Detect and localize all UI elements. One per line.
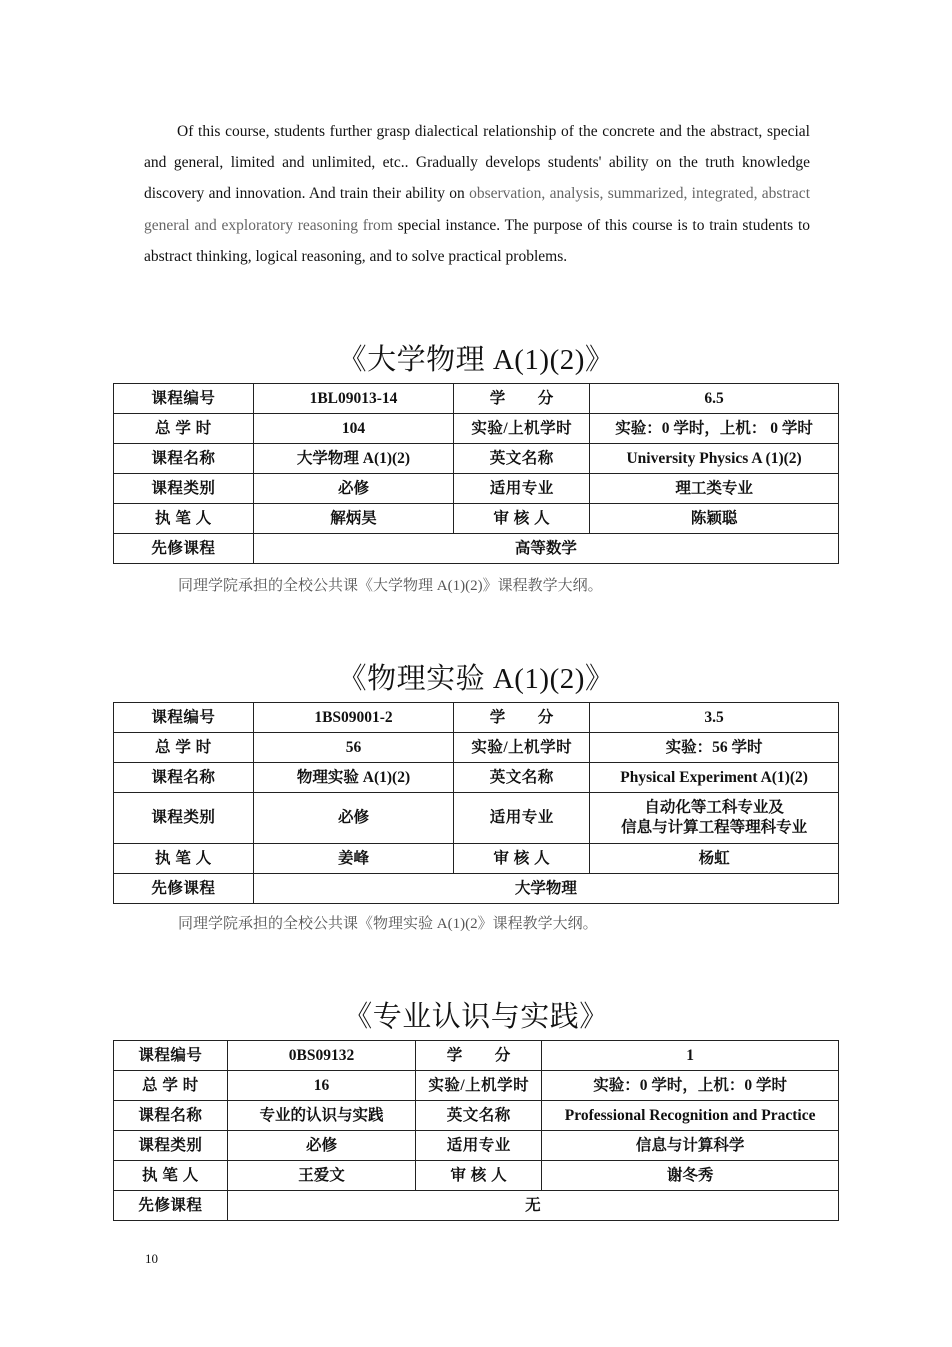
- course-code-value: 1BS09001-2: [253, 703, 454, 733]
- table-row: [114, 384, 839, 414]
- lab-hours-value: 实验：0 学时，上机：0 学时: [542, 1071, 839, 1101]
- prerequisite-value: 高等数学: [253, 534, 838, 564]
- total-hours-label: 总 学 时: [114, 414, 254, 444]
- table-row: [114, 504, 839, 534]
- english-name-value: Physical Experiment A(1)(2): [590, 763, 839, 793]
- table-row: [114, 1101, 839, 1131]
- credit-label: 学 分: [454, 703, 590, 733]
- course-code-label: 课程编号: [114, 384, 254, 414]
- table-row: [114, 763, 839, 793]
- intro-text-part3: special instance. The purpose of this course is to train students to abstract thinking, logical reasoning, and to solve practical problems.: [144, 216, 810, 265]
- course-code-label: 课程编号: [114, 703, 254, 733]
- lab-hours-value: 实验：56 学时: [590, 733, 839, 763]
- course-3-table: [113, 1040, 839, 1221]
- major-label: 适用专业: [454, 474, 590, 504]
- course-type-value: 必修: [253, 474, 454, 504]
- major-value: 理工类专业: [590, 474, 839, 504]
- course-name-value: 专业的认识与实践: [227, 1101, 416, 1131]
- english-name-label: 英文名称: [416, 1101, 542, 1131]
- table-row: [114, 1041, 839, 1071]
- table-row: [114, 733, 839, 763]
- intro-text-part1: Of this course, students further grasp dialectical relationship of the concrete and the abstract, special and general, limited and unlimited, etc.. Gradually develops students' ability on the truth knowledge discovery and innovation. And train their ability on: [144, 123, 810, 203]
- course-code-label: 课程编号: [114, 1041, 228, 1071]
- author-value: 王爱文: [227, 1161, 416, 1191]
- author-value: 姜峰: [253, 844, 454, 874]
- credit-value: 6.5: [590, 384, 839, 414]
- table-row: [114, 444, 839, 474]
- table-row: [114, 474, 839, 504]
- prerequisite-value: 大学物理: [253, 874, 838, 904]
- table-row: [114, 844, 839, 874]
- course-name-label: 课程名称: [114, 763, 254, 793]
- credit-value: 3.5: [590, 703, 839, 733]
- lab-hours-label: 实验/上机学时: [454, 733, 590, 763]
- course-code-value: 0BS09132: [227, 1041, 416, 1071]
- page-number: 10: [145, 1251, 158, 1266]
- prerequisite-label: 先修课程: [114, 874, 254, 904]
- english-name-value: University Physics A (1)(2): [590, 444, 839, 474]
- prerequisite-label: 先修课程: [114, 1191, 228, 1221]
- reviewer-label: 审 核 人: [416, 1161, 542, 1191]
- course-3-title: 《专业认识与实践》: [343, 1001, 609, 1033]
- major-value: 信息与计算科学: [542, 1131, 839, 1161]
- course-type-label: 课程类别: [114, 474, 254, 504]
- total-hours-value: 104: [253, 414, 454, 444]
- reviewer-value: 杨虹: [590, 844, 839, 874]
- total-hours-value: 16: [227, 1071, 416, 1101]
- total-hours-value: 56: [253, 733, 454, 763]
- table-row: [114, 793, 839, 844]
- course-type-value: 必修: [253, 793, 454, 844]
- course-2-table: [113, 702, 839, 904]
- course-1-table: [113, 383, 839, 564]
- major-label: 适用专业: [454, 793, 590, 844]
- total-hours-label: 总 学 时: [114, 1071, 228, 1101]
- total-hours-label: 总 学 时: [114, 733, 254, 763]
- course-2-note: 同理学院承担的全校公共课《物理实验 A(1)(2》课程教学大纲。: [178, 916, 598, 932]
- reviewer-label: 审 核 人: [454, 844, 590, 874]
- course-1-note: 同理学院承担的全校公共课《大学物理 A(1)(2)》课程教学大纲。: [178, 578, 603, 594]
- english-name-label: 英文名称: [454, 763, 590, 793]
- table-row: [114, 874, 839, 904]
- prerequisite-value: 无: [227, 1191, 838, 1221]
- author-label: 执 笔 人: [114, 1161, 228, 1191]
- table-row: [114, 1131, 839, 1161]
- credit-value: 1: [542, 1041, 839, 1071]
- credit-label: 学 分: [454, 384, 590, 414]
- lab-hours-label: 实验/上机学时: [454, 414, 590, 444]
- major-label: 适用专业: [416, 1131, 542, 1161]
- intro-text-part2: observation, analysis, summarized, integrated, abstract general and exploratory reasoning from: [144, 185, 810, 234]
- major-value: [590, 793, 839, 844]
- course-name-label: 课程名称: [114, 1101, 228, 1131]
- english-name-label: 英文名称: [454, 444, 590, 474]
- course-type-value: 必修: [227, 1131, 416, 1161]
- reviewer-value: 陈颖聪: [590, 504, 839, 534]
- major-value-line-2: 信息与计算工程等理科专业: [621, 819, 808, 836]
- reviewer-value: 谢冬秀: [542, 1161, 839, 1191]
- author-value: 解炳昊: [253, 504, 454, 534]
- course-name-value: 大学物理 A(1)(2): [253, 444, 454, 474]
- table-row: [114, 1071, 839, 1101]
- table-row: [114, 703, 839, 733]
- english-name-value: Professional Recognition and Practice: [542, 1101, 839, 1131]
- prerequisite-label: 先修课程: [114, 534, 254, 564]
- author-label: 执 笔 人: [114, 844, 254, 874]
- major-value-line-1: 自动化等工科专业及: [644, 799, 784, 816]
- table-row: [114, 414, 839, 444]
- table-row: [114, 1191, 839, 1221]
- author-label: 执 笔 人: [114, 504, 254, 534]
- table-row: [114, 1161, 839, 1191]
- intro-paragraph: [144, 116, 810, 272]
- course-2-title: 《物理实验 A(1)(2)》: [337, 663, 615, 695]
- course-name-label: 课程名称: [114, 444, 254, 474]
- table-row: [114, 534, 839, 564]
- course-type-label: 课程类别: [114, 1131, 228, 1161]
- course-name-value: 物理实验 A(1)(2): [253, 763, 454, 793]
- credit-label: 学 分: [416, 1041, 542, 1071]
- course-type-label: 课程类别: [114, 793, 254, 844]
- reviewer-label: 审 核 人: [454, 504, 590, 534]
- lab-hours-label: 实验/上机学时: [416, 1071, 542, 1101]
- course-1-title: 《大学物理 A(1)(2)》: [337, 344, 615, 376]
- course-code-value: 1BL09013-14: [253, 384, 454, 414]
- lab-hours-value: 实验：0 学时，上机： 0 学时: [590, 414, 839, 444]
